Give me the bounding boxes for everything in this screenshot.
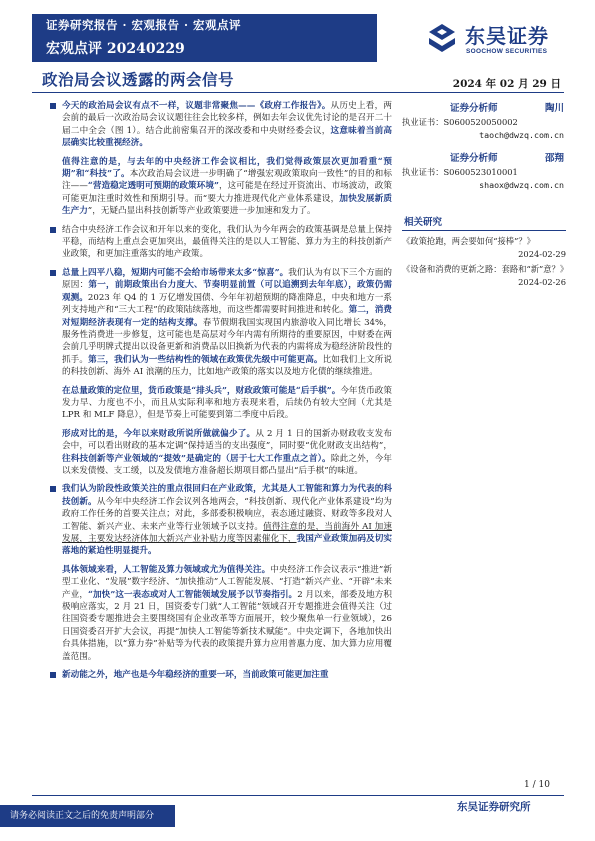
p7-lead: 我们认为阶段性政策关注的重点很回归在产业政策，尤其是人工智能和算力为代表的科技创新。 — [62, 484, 392, 507]
analyst-name: 邵翔 — [544, 153, 564, 164]
p1-lead: 今天的政治局会议有点不一样，议题非常聚焦——《政府工作报告》。 — [62, 101, 331, 111]
footer-divider — [32, 795, 564, 796]
p5-lead: 在总量政策的定位里，货币政策是“排头兵”，财政政策可能是“后手棋”。 — [62, 385, 341, 396]
report-body — [62, 100, 392, 687]
report-categories: 证券研究报告 · 宏观报告 · 宏观点评 — [32, 14, 377, 36]
p5-rest: 今年货币政策发力早、力度也不小，而且从实际利率和地方表现来看，后续仍有较大空间（尤其是 LPR 和 MLF 降息），但是节奏上可能要到第二季度中后段。 — [62, 385, 392, 421]
p3-text: 结合中央经济工作会议和开年以来的变化，我们认为今年两会的政策基调是总量上保持平稳，而结构上重点会更加突出，最值得关注的是以人工智能、算力为主的科技创新产业政策，和更加注重落实的地产政策。 — [62, 224, 392, 260]
p2-em2: 加快发展新质生产力 — [62, 193, 392, 217]
p7-b: 值得注意的是，当前海外 AI 加速发展，主要发达经济体加大新兴产业补贴力度等因素催化下， — [62, 521, 392, 544]
bullet-square-icon — [50, 270, 56, 276]
p6-b: 往科技创新等产业领域的“提效”是确定的（居于七大工作重点之首）。 — [62, 453, 331, 464]
p8-lead: 具体领域来看，人工智能及算力领域或尤为值得关注。 — [62, 564, 271, 575]
analyst-name: 陶川 — [544, 103, 564, 114]
related-research-date: 2024-02-29 — [518, 249, 566, 259]
analyst-cert: 执业证书：S0600520050002 — [402, 117, 518, 127]
analyst-card-1 — [402, 100, 566, 146]
brand-logo — [425, 20, 575, 60]
related-research-link[interactable]: 《政策抢跑，两会要如何“接棒”？》 — [402, 236, 535, 246]
report-sidebar — [402, 100, 569, 287]
analyst-cert: 执业证书：S0600523010001 — [402, 167, 518, 177]
p4-f: 第三，我们认为一些结构性的领域在政策优先级中可能更高。 — [88, 354, 323, 365]
related-research-link[interactable]: 《设备和消费的更新之路：套路和“新”意？》 — [402, 264, 569, 274]
report-title: 政治局会议透露的两会信号 — [42, 70, 235, 89]
soochow-logo-icon — [425, 22, 459, 56]
body-paragraph-8 — [62, 564, 392, 663]
brand-name-en: SOOCHOW SECURITIES — [466, 48, 548, 55]
p2-mid2: ，这可能是在经过开资流出、市场波动，政策可能更加注重时效性和预期引导。而“要大力推进现代化产业体系建设， — [62, 181, 392, 204]
report-date: 2024 年 02 月 29 日 — [452, 78, 561, 90]
bullet-square-icon — [50, 672, 56, 678]
body-paragraph-4 — [62, 267, 392, 379]
report-type-bar: 宏观点评 20240229 — [32, 36, 377, 62]
disclaimer-banner: 请务必阅读正文之后的免责声明部分 — [0, 805, 175, 827]
body-paragraph-2 — [62, 156, 392, 218]
p8-c: 2 月以来，部委及地方积极响应落实，2 月 21 日，国资委专门就“人工智能”领域召开专题推进会值得关注（过往国资委专题推进会主要围绕国有企业改革等方面展开，较少聚焦单一行业领域），26 日国资委召开扩大会议，再提“加快人工智能等新技术赋能”。中央定调下，各地加快出台具体措施，以“算力券”补贴等为代表的政策提升算力应用普惠力度、加大算力应用覆盖范围。 — [62, 589, 392, 662]
p2-em1: “营造稳定透明可预期的政策环境” — [87, 181, 219, 192]
p4-d: 第二，消费对短期经济表现有一定的结构支撑。 — [62, 305, 392, 328]
p4-e: 春节假期我国实现国内旅游收入同比增长 34%，服务性消费进一步修复，这可能也是高层对今年内需有所期待的重要原因，中财委在两会前几乎明牌式提出以设备更新和消费品以旧换新为代表的内需将成为稳经济阶段性的抓手。 — [62, 317, 392, 365]
analyst-role: 证券分析师 — [450, 103, 498, 114]
p8-a: 中央经济工作会议表示“推进”新型工业化、“发展”数字经济、“加快推动”人工智能发展、“打造”新兴产业、“开辟”未来产业， — [62, 564, 392, 600]
analyst-email[interactable]: shaox@dwzq.com.cn — [479, 180, 564, 190]
bullet-square-icon — [50, 486, 56, 492]
p2-mid: 本次政治局会议进一步明确了“增强宏观政策取向一致性”的目的和标注—— — [62, 169, 392, 192]
p4-b: 第一，前期政策出台力度大、节奏明显前置（可以追溯到去年年底），政策仍需观测。 — [62, 280, 392, 303]
p1-rest: 从历史上看，两会前的最后一次政治局会议议题往往会比较多样，例如去年会议优先讨论的是召开二十届二中全会（图 1）。结合此前密集召开的深改委和中央财经委会议， — [62, 101, 392, 136]
bullet-square-icon — [50, 103, 56, 109]
p6-c: 除此之外，今年以来发债慢、支工缓，以及发债地方准备超长期项目都凸显出“后手棋”的味道。 — [62, 453, 392, 476]
p7-a: 从今年中央经济工作会议列各地两会，“科技创新、现代化产业体系建设”均为政府工作任务的首要关注点；对此，多部委积极响应，表态通过融资、财政等多段对人工智能、新兴产业、未来产业等行业领域予以支持。 — [62, 496, 392, 532]
p9-text: 新动能之外，地产也是今年稳经济的重要一环，当前政策可能更加注重 — [62, 670, 329, 681]
p2-tail: ”，无疑凸显出科技创新等产业政策要进一步加速和发力了。 — [87, 206, 316, 217]
p2-lead: 值得注意的是，与去年的中央经济工作会议相比，我们觉得政策层次更加看重“预期”和“科技”了。 — [62, 156, 392, 180]
body-paragraph-3 — [62, 224, 392, 261]
brand-name-cn: 东吴证券 — [465, 24, 549, 48]
page-number: 1 / 10 — [524, 780, 550, 790]
analyst-email[interactable]: taoch@dwzq.com.cn — [479, 130, 564, 140]
p4-c: 2023 年 Q4 的 1 万亿增发国债、今年年初超预期的降准降息，中央和地方一系列支持地产和“三大工程”的政策陆续落地，而这些都需要时间推进和转化。 — [62, 292, 392, 316]
related-research-heading: 相关研究 — [402, 214, 566, 231]
body-paragraph-9 — [62, 669, 392, 681]
p4-g: 比如我们上文所说的科技创新、海外 AI 浪潮的压力，比如地产政策的落实以及地方化债的继续推进。 — [62, 354, 392, 378]
related-research-date: 2024-02-26 — [518, 277, 566, 287]
title-divider — [32, 92, 564, 93]
body-paragraph-6 — [62, 428, 392, 478]
body-paragraph-5 — [62, 385, 392, 422]
footer-organization: 东吴证券研究所 — [457, 801, 531, 813]
analyst-role: 证券分析师 — [450, 153, 498, 164]
p6-a: 从 2 月 1 日的国新办财政收支发布会中，可以看出财政的基本定调“保持适当的支出强度”，同时要“优化财政支出结构”， — [62, 428, 392, 452]
p8-b: “加快”这一表态或对人工智能领域发展予以节奏指引。 — [87, 589, 298, 600]
analyst-card-2 — [402, 150, 566, 196]
body-paragraph-7 — [62, 483, 392, 557]
body-paragraph-1 — [62, 100, 392, 150]
bullet-square-icon — [50, 227, 56, 233]
p7-c: 我国产业政策加码及切实落地的紧迫性明显提升。 — [62, 534, 392, 557]
p6-lead: 形成对比的是，今年以来财政所说所做就偏少了。 — [62, 428, 256, 439]
p1-tail: 这意味着当前高层确实比较重视经济。 — [62, 125, 392, 149]
p4-lead: 总量上四平八稳，短期内可能不会给市场带来太多“惊喜”。 — [62, 267, 289, 278]
p4-a: 我们认为有以下三个方面的原因： — [62, 267, 392, 291]
